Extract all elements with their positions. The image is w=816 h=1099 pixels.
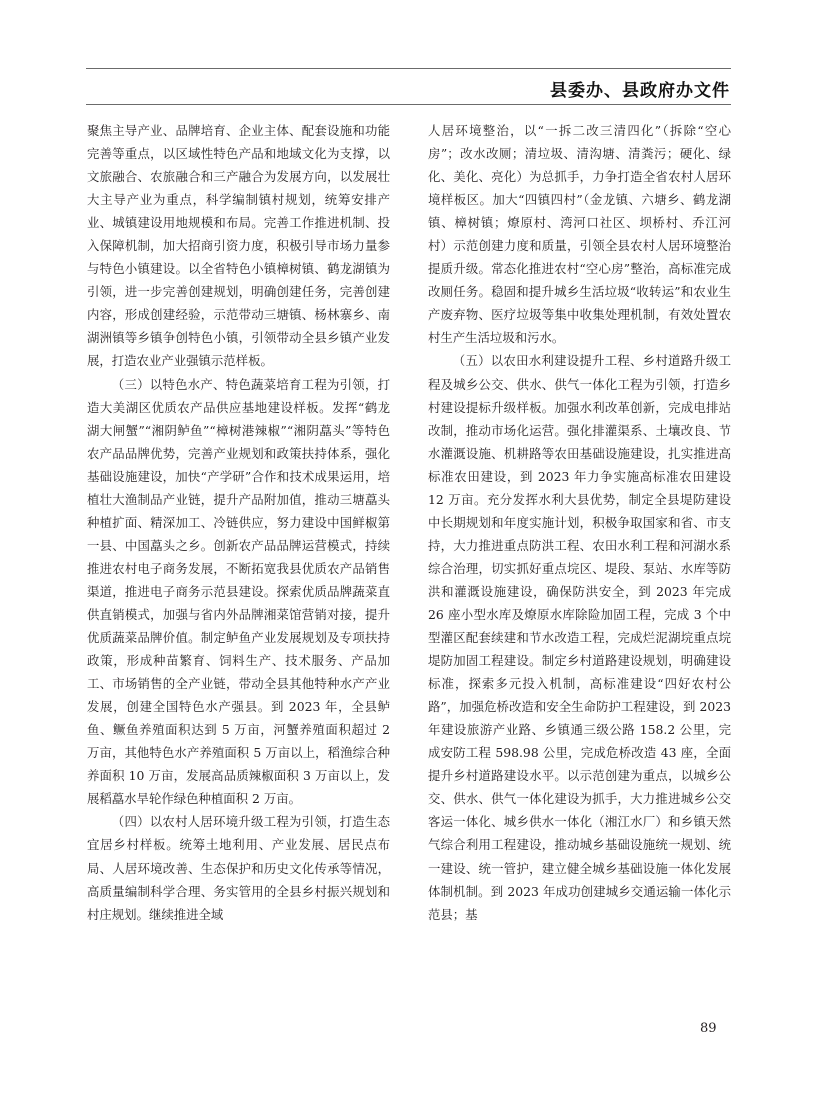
header-rule-bottom xyxy=(86,104,731,105)
paragraph-section-3: （三）以特色水产、特色蔬菜培育工程为引领，打造大美湖区优质农产品供应基地建设样板。发挥“鹤龙湖大闸蟹”“湘阴鲈鱼”“樟树港辣椒”“湘阴藠头”等特色农产品品牌优势，完善产业规划和政策扶持体系，强化基础设施建设，加快“产学研”合作和技术成果运用，培植壮大渔制品产业链，提升产品附加值，推动三塘藠头种植扩面、精深加工、冷链供应，努力建设中国鲜椒第一县、中国藠头之乡。创新农产品品牌运营模式，持续推进农村电子商务发展，不断拓宽我县优质农产品销售渠道，推进电子商务示范县建设。探索优质品牌蔬菜直供直销模式，加强与省内外品牌湘菜馆营销对接，提升优质蔬菜品牌价值。制定鲈鱼产业发展规划及专项扶持政策，形成种苗繁育、饲料生产、技术服务、产品加工、市场销售的全产业链，带动全县其他特种水产产业发展，创建全国特色水产强县。到 2023 年，全县鲈鱼、鳜鱼养殖面积达到 5 万亩，河蟹养殖面积超过 2 万亩，其他特色水产养殖面积 5 万亩以上，稻渔综合种养面积 10 万亩，发展高品质辣椒面积 3 万亩以上，发展稻藠水旱轮作绿色种植面积 2 万亩。 xyxy=(87,376,390,807)
paragraph-section-4: （四）以农村人居环境升级工程为引领，打造生态宜居乡村样板。统筹土地利用、产业发展、居民点布局、人居环境改善、生态保护和历史文化传承等情况，高质量编制科学合理、务实管用的全县乡村振兴规划和村庄规划。继续推进全域 xyxy=(87,814,390,922)
paragraph-continuation: 聚焦主导产业、品牌培育、企业主体、配套设施和功能完善等重点，以区域性特色产品和地域文化为支撑，以文旅融合、农旅融合和三产融合为发展方向，以发展壮大主导产业为重点，科学编制镇村规划，统筹安排产业、城镇建设用地规模和布局。完善工作推进机制、投入保障机制，加大招商引资力度，积极引导市场力量参与特色小镇建设。以全省特色小镇樟树镇、鹤龙湖镇为引领，进一步完善创建规划，明确创建任务，完善创建内容，形成创建经验，示范带动三塘镇、杨林寨乡、南湖洲镇等乡镇争创特色小镇，引领带动全县乡镇产业发展，打造农业产业强镇示范样板。 xyxy=(87,123,390,369)
left-text-column xyxy=(87,119,390,926)
paragraph-section-5: （五）以农田水利建设提升工程、乡村道路升级工程及城乡公交、供水、供气一体化工程为引领，打造乡村建设提标升级样板。加强水利改革创新，完成电排站改制，推动市场化运营。强化排灌渠系、土壤改良、节水灌溉设施、机耕路等农田基础设施建设，扎实推进高标准农田建设，到 2023 年力争实施高标准农田建设 12 万亩。充分发挥水利大县优势，制定全县堤防建设中长期规划和年度实施计划，积极争取国家和省、市支持，大力推进重点防洪工程、农田水利工程和河湖水系综合治理，切实抓好重点垸区、堤段、泵站、水库等防洪和灌溉设施建设，确保防洪安全，到 2023 年完成 26 座小型水库及燎原水库除险加固工程，完成 3 个中型灌区配套续建和节水改造工程，完成烂泥湖垸重点垸堤防加固工程建设。制定乡村道路建设规划，明确建设标准，探索多元投入机制，高标准建设“四好农村公路”，加强危桥改造和安全生命防护工程建设，到 2023 年建设旅游产业路、乡镇通三级公路 158.2 公里，完成安防工程 598.98 公里，完成危桥改造 43 座，全面提升乡村道路建设水平。以示范创建为重点，以城乡公交、供水、供气一体化建设为抓手，大力推进城乡公交客运一体化、城乡供水一体化（湘江水厂）和乡镇天然气综合利用工程建设，推动城乡基础设施统一规划、统一建设、统一管护，建立健全城乡基础设施一体化发展体制机制。到 2023 年成功创建城乡交通运输一体化示范县；基 xyxy=(428,353,731,922)
right-text-column xyxy=(428,119,731,926)
running-header-title: 县委办、县政府办文件 xyxy=(550,81,730,101)
page-number: 89 xyxy=(700,1021,717,1036)
paragraph-section-4-continued: 人居环境整治，以“一拆二改三清四化”（拆除“空心房”；改水改厕；清垃圾、清沟塘、清粪污；硬化、绿化、美化、亮化）为总抓手，力争打造全省农村人居环境样板区。加大“四镇四村”（金龙镇、六塘乡、鹤龙湖镇、樟树镇；燎原村、湾河口社区、坝桥村、乔江河村）示范创建力度和质量，引领全县农村人居环境整治提质升级。常态化推进农村“空心房”整治，高标准完成改厕任务。稳固和提升城乡生活垃圾“收转运”和农业生产废弃物、医疗垃圾等集中收集处理机制，有效处置农村生产生活垃圾和污水。 xyxy=(428,123,731,346)
header-rule-top xyxy=(86,68,731,69)
